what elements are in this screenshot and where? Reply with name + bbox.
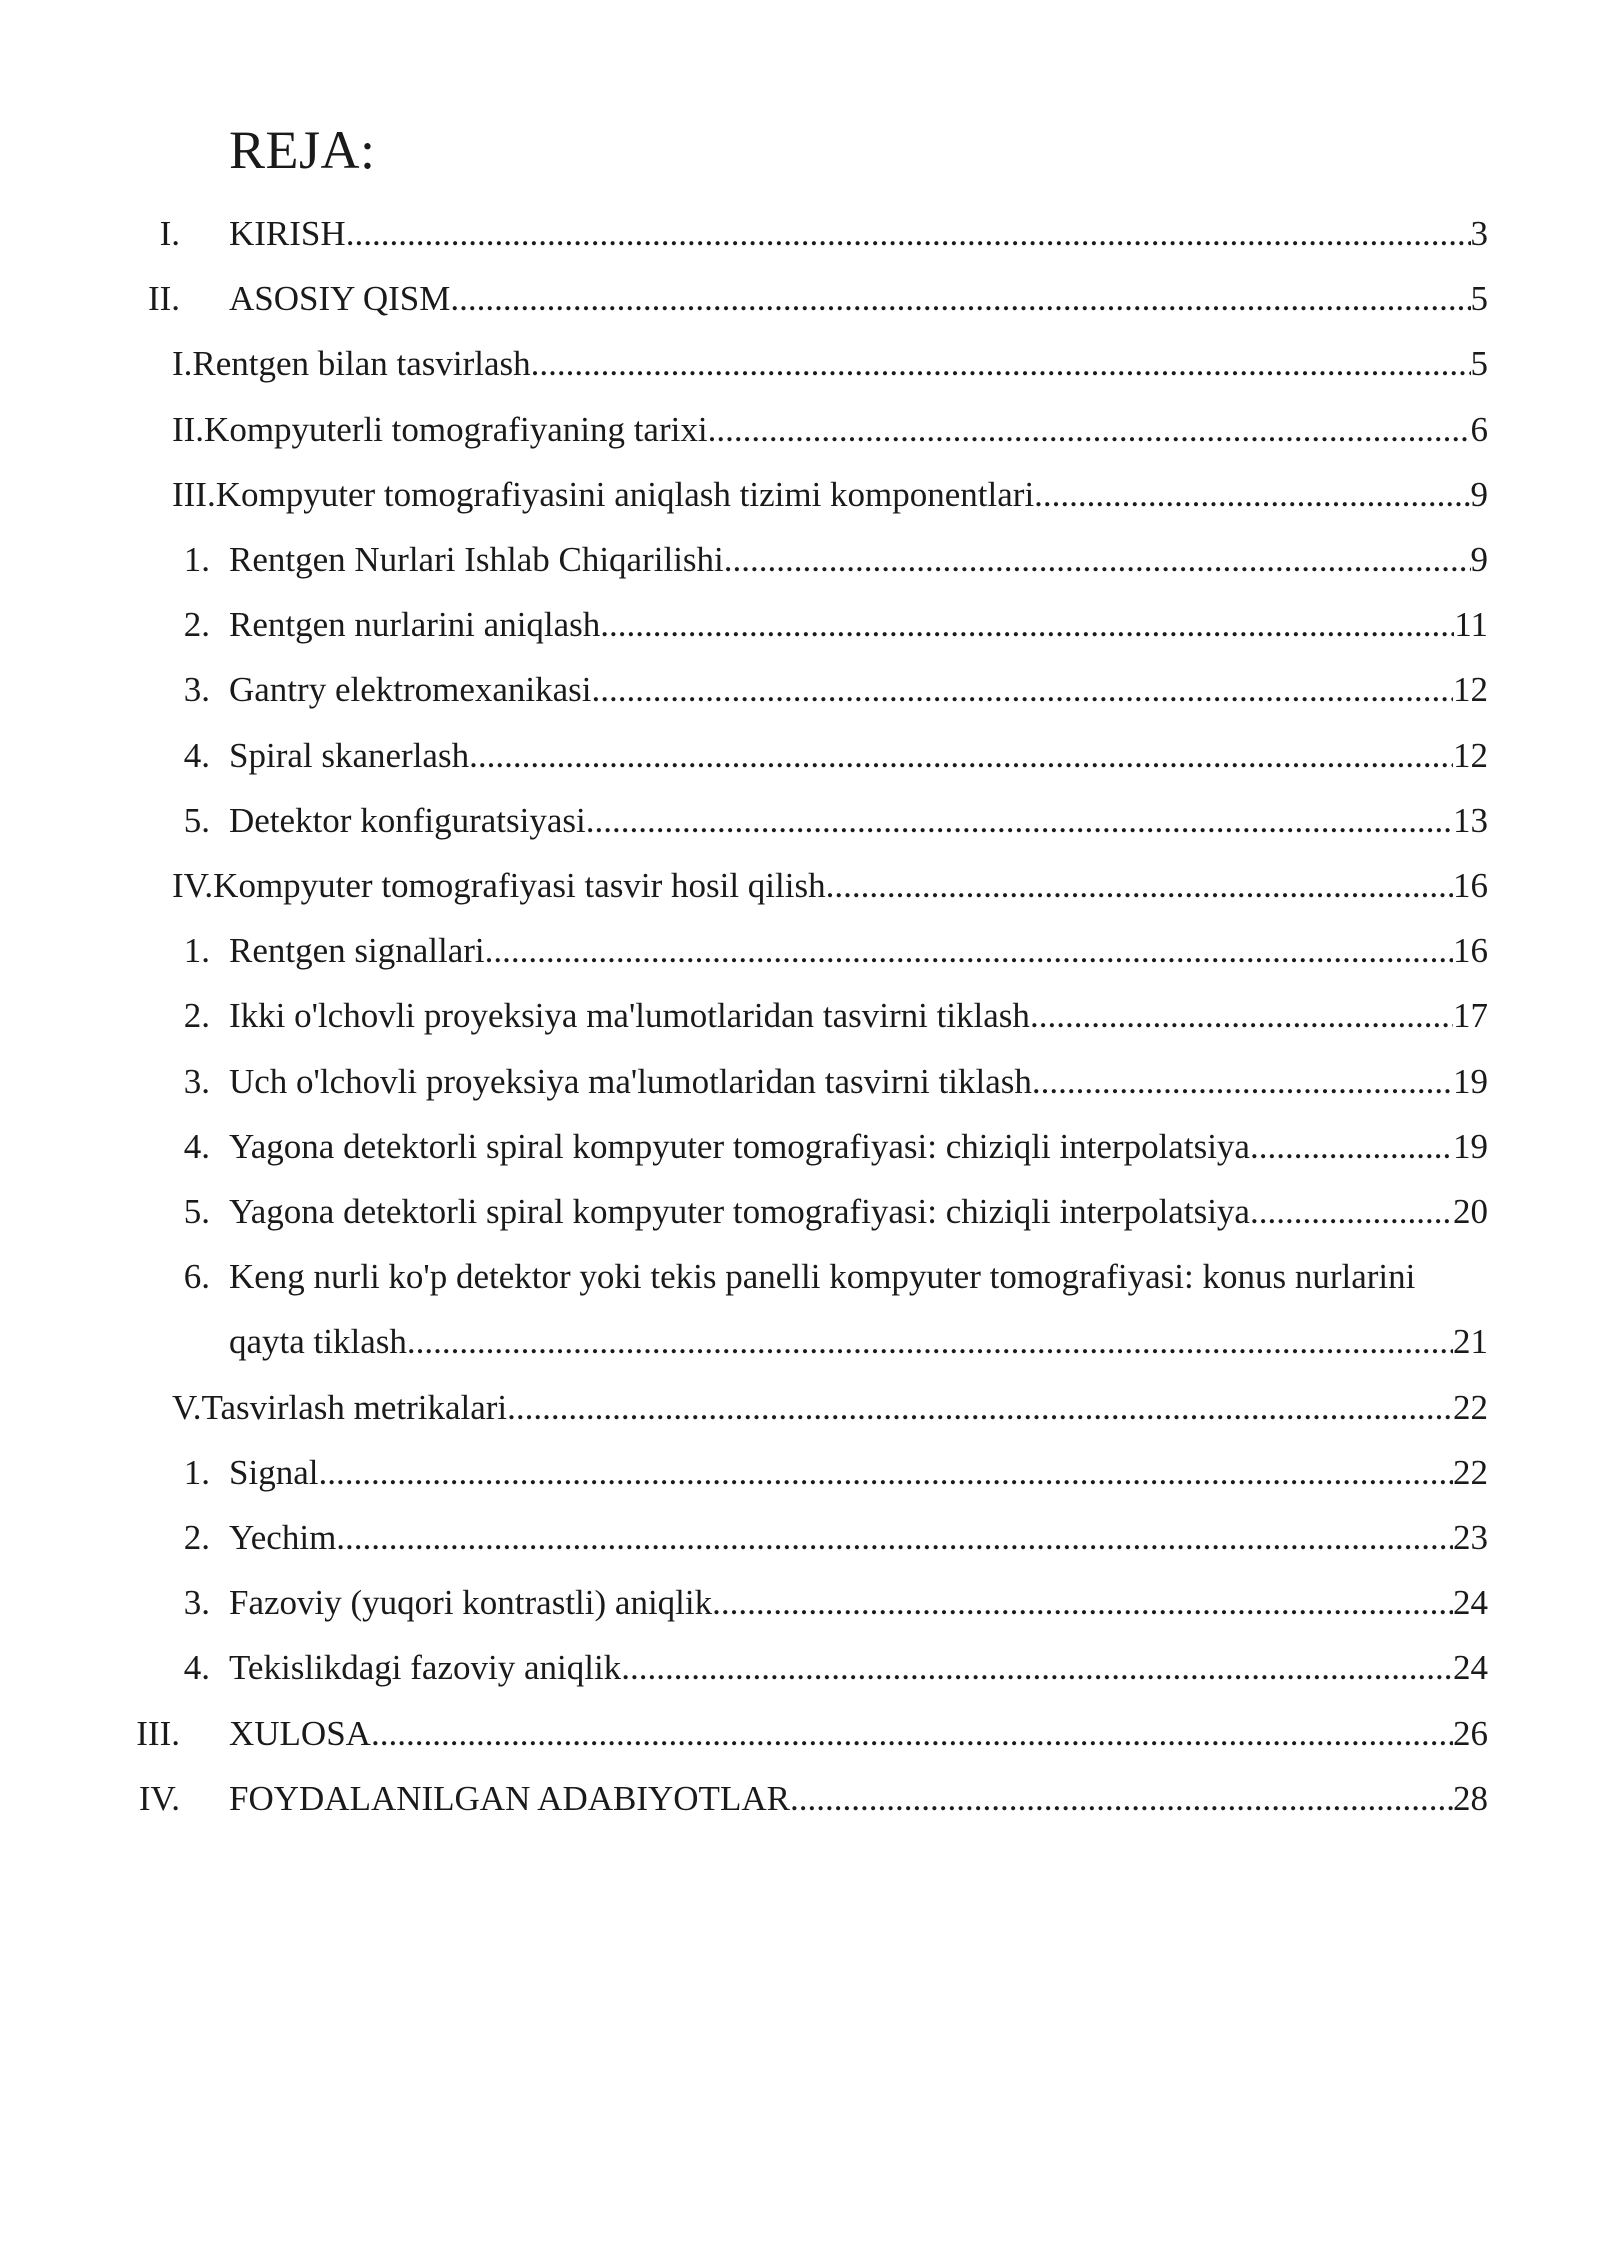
toc-item-text: Yagona detektorli spiral kompyuter tomografiyasi: chiziqli interpolatsiya xyxy=(229,1126,1250,1166)
toc-row[interactable] xyxy=(229,1642,1488,1694)
toc-row[interactable] xyxy=(229,795,1488,847)
toc-page-number: 16 xyxy=(1453,866,1488,905)
toc-page-number: 20 xyxy=(1453,1192,1488,1231)
toc-item-number: 5. xyxy=(183,1192,210,1231)
toc-item-text: II.Kompyuterli tomografiyaning tarixi xyxy=(172,409,708,449)
toc-dot-leader xyxy=(450,273,1470,325)
toc-dot-leader xyxy=(1032,1056,1453,1108)
toc-dot-leader xyxy=(1030,990,1453,1042)
toc-page-number: 12 xyxy=(1453,735,1488,775)
toc-item-text: XULOSA xyxy=(229,1713,371,1753)
toc-item-text: Gantry elektromexanikasi xyxy=(229,670,592,710)
toc-page-number: 21 xyxy=(1453,1322,1488,1362)
toc-item-number: 1. xyxy=(183,540,210,579)
toc-row[interactable] xyxy=(229,990,1488,1042)
toc-row[interactable] xyxy=(229,1773,1488,1825)
toc-dot-leader xyxy=(507,1382,1453,1434)
toc-row[interactable] xyxy=(229,1708,1488,1760)
toc-item-text: III.Kompyuter tomografiyasini aniqlash tizimi komponentlari xyxy=(172,474,1035,514)
toc-item-number: 2. xyxy=(183,996,210,1036)
toc-roman-numeral: I. xyxy=(159,214,180,253)
toc-item-number: 4. xyxy=(183,1648,210,1688)
toc-item-number: 6. xyxy=(183,1257,210,1297)
toc-item-text: Rentgen nurlarini aniqlash xyxy=(229,605,601,645)
toc-dot-leader xyxy=(485,925,1453,977)
toc-page-number: 22 xyxy=(1453,1452,1488,1492)
toc-row[interactable] xyxy=(229,534,1488,586)
toc-roman-numeral: III. xyxy=(136,1713,180,1753)
toc-row[interactable] xyxy=(172,469,1488,521)
toc-item-text: qayta tiklash xyxy=(229,1322,407,1362)
toc-page-number: 5 xyxy=(1470,279,1488,319)
page-title: REJA: xyxy=(229,120,376,180)
toc-item-text: Rentgen Nurlari Ishlab Chiqarilishi xyxy=(229,540,724,579)
toc-page-number: 5 xyxy=(1470,344,1488,384)
toc-item-text: KIRISH xyxy=(229,214,346,253)
toc-row[interactable] xyxy=(172,338,1488,390)
toc-item-number: 2. xyxy=(183,1518,210,1557)
toc-row[interactable] xyxy=(172,860,1488,912)
toc-page-number: 17 xyxy=(1453,996,1488,1036)
toc-row[interactable] xyxy=(229,1121,1488,1173)
toc-dot-leader xyxy=(826,860,1453,912)
toc-dot-leader xyxy=(1250,1186,1453,1238)
toc-item-text: Tekislikdagi fazoviy aniqlik xyxy=(229,1648,622,1688)
toc-dot-leader xyxy=(600,599,1454,651)
toc-item-text: I.Rentgen bilan tasvirlash xyxy=(172,344,531,384)
toc-item-number: 4. xyxy=(183,1126,210,1166)
toc-dot-leader xyxy=(708,404,1471,456)
toc-dot-leader xyxy=(469,730,1453,782)
toc-roman-numeral: IV. xyxy=(138,1778,180,1818)
toc-page-number: 24 xyxy=(1453,1583,1488,1623)
toc-item-text: Yechim xyxy=(229,1518,337,1557)
toc-row[interactable] xyxy=(229,1577,1488,1629)
toc-item-number: 3. xyxy=(183,1061,210,1101)
toc-dot-leader xyxy=(371,1708,1453,1760)
toc-item-text: Fazoviy (yuqori kontrastli) aniqlik xyxy=(229,1583,713,1623)
toc-row[interactable] xyxy=(172,404,1488,456)
toc-dot-leader xyxy=(790,1773,1453,1825)
toc-item-text: FOYDALANILGAN ADABIYOTLAR xyxy=(229,1778,790,1818)
toc-page-number: 19 xyxy=(1453,1126,1488,1166)
toc-item-number: 1. xyxy=(183,1452,210,1492)
toc-roman-numeral: II. xyxy=(147,279,180,319)
toc-dot-leader xyxy=(531,338,1471,390)
toc-page-number: 3 xyxy=(1470,214,1488,253)
toc-page-number: 11 xyxy=(1454,605,1488,645)
toc-page-number: 26 xyxy=(1453,1713,1488,1753)
toc-page-number: 19 xyxy=(1453,1061,1488,1101)
toc-row[interactable] xyxy=(229,208,1488,260)
toc-row[interactable] xyxy=(229,925,1488,977)
toc-item-number: 5. xyxy=(183,800,210,840)
toc-dot-leader xyxy=(346,208,1471,260)
toc-dot-leader xyxy=(621,1642,1453,1694)
toc-item-text: IV.Kompyuter tomografiyasi tasvir hosil qilish xyxy=(172,866,826,905)
toc-dot-leader xyxy=(724,534,1471,586)
toc-item-number: 3. xyxy=(183,670,210,710)
toc-dot-leader xyxy=(407,1316,1453,1368)
toc-page-number: 12 xyxy=(1453,670,1488,710)
toc-page-number: 6 xyxy=(1470,409,1488,449)
toc-item-number: 2. xyxy=(183,605,210,645)
toc-item-text: Detektor konfiguratsiyasi xyxy=(229,800,586,840)
toc-page-number: 9 xyxy=(1470,474,1488,514)
toc-page-number: 22 xyxy=(1453,1387,1488,1427)
toc-dot-leader xyxy=(336,1512,1453,1564)
toc-dot-leader xyxy=(318,1447,1453,1499)
toc-item-text: Yagona detektorli spiral kompyuter tomografiyasi: chiziqli interpolatsiya xyxy=(229,1192,1250,1231)
toc-dot-leader xyxy=(1034,469,1470,521)
toc-row[interactable] xyxy=(229,1186,1488,1238)
toc-item-text: Signal xyxy=(229,1452,319,1492)
toc-row[interactable] xyxy=(229,273,1488,325)
toc-row[interactable] xyxy=(229,730,1488,782)
toc-row[interactable] xyxy=(229,1447,1488,1499)
toc-item-text: Ikki o'lchovli proyeksiya ma'lumotlaridan tasvirni tiklash xyxy=(229,996,1030,1036)
toc-page-number: 23 xyxy=(1453,1518,1488,1557)
toc-item-number: 1. xyxy=(183,931,210,971)
toc-dot-leader xyxy=(592,664,1453,716)
toc-item-text: ASOSIY QISM xyxy=(229,279,451,319)
toc-page-number: 24 xyxy=(1453,1648,1488,1688)
toc-page-number: 9 xyxy=(1470,540,1488,579)
toc-item-number: 3. xyxy=(183,1583,210,1623)
toc-row[interactable] xyxy=(229,664,1488,716)
toc-row[interactable] xyxy=(229,1056,1488,1108)
toc-item-text: V.Tasvirlash metrikalari xyxy=(172,1387,508,1427)
toc-item-text: Rentgen signallari xyxy=(229,931,485,971)
toc-dot-leader xyxy=(712,1577,1453,1629)
toc-item-text: Spiral skanerlash xyxy=(229,735,470,775)
toc-item-text: Keng nurli ko'p detektor yoki tekis panelli kompyuter tomografiyasi: konus nurlarini xyxy=(229,1257,1416,1297)
toc-dot-leader xyxy=(586,795,1453,847)
toc-item-text: Uch o'lchovli proyeksiya ma'lumotlaridan tasvirni tiklash xyxy=(229,1061,1032,1101)
toc-item-number: 4. xyxy=(183,735,210,775)
toc-page-number: 13 xyxy=(1453,800,1488,840)
toc-page-number: 16 xyxy=(1453,931,1488,971)
toc-row[interactable] xyxy=(229,599,1488,651)
toc-row[interactable] xyxy=(172,1382,1488,1434)
toc-page-number: 28 xyxy=(1453,1778,1488,1818)
toc-row[interactable] xyxy=(229,1316,1488,1368)
toc-dot-leader xyxy=(1250,1121,1453,1173)
toc-row[interactable] xyxy=(229,1512,1488,1564)
